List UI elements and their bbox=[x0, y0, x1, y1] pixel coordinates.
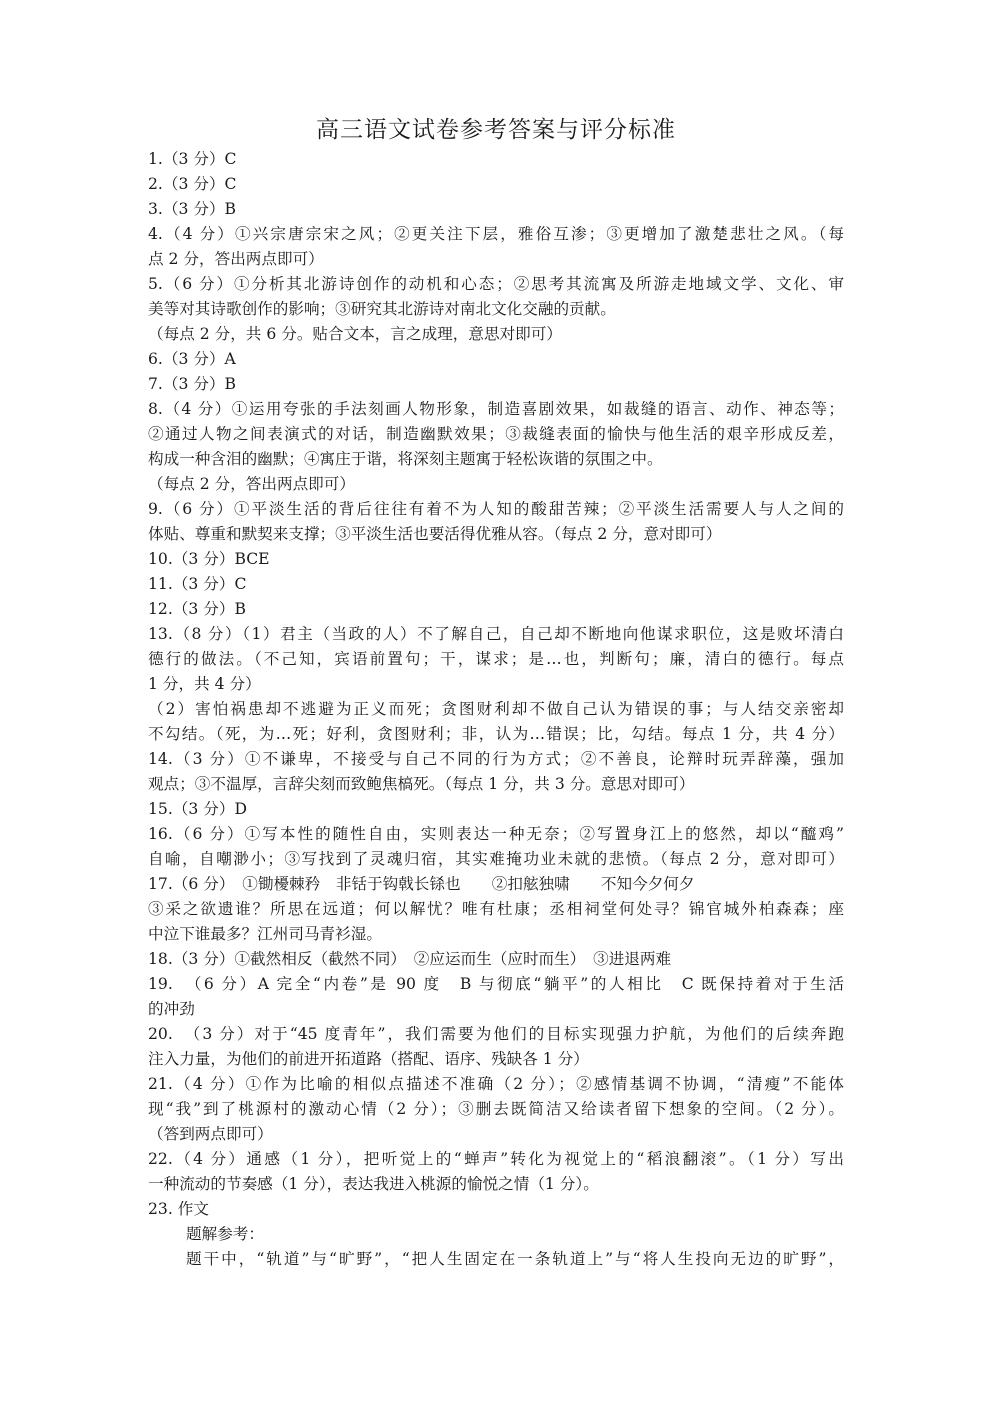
answer-sheet bbox=[148, 114, 844, 1272]
answer-line: ②通过人物之间表演式的对话，制造幽默效果；③裁缝表面的愉快与他生活的艰辛形成反差， bbox=[148, 425, 844, 443]
answer-line: 的冲劲 bbox=[148, 1000, 195, 1018]
answer-line: 19. （6 分）A 完全“内卷”是 90 度 B 与彻底“躺平”的人相比 C 既保持着对于生活 bbox=[148, 975, 844, 993]
answer-line: 题解参考： bbox=[186, 1225, 264, 1243]
answer-line: 14.（3 分）①不谦卑，不接受与自己不同的行为方式；②不善良，论辩时玩弄辞藻，强加 bbox=[148, 750, 844, 768]
answer-line: （答到两点即可） bbox=[148, 1125, 273, 1143]
answer-line: 德行的做法。（不己知，宾语前置句；干，谋求；是…也，判断句；廉，清白的德行。每点 bbox=[148, 650, 844, 668]
answer-line: 8.（4 分）①运用夸张的手法刻画人物形象，制造喜剧效果，如裁缝的语言、动作、神态等； bbox=[148, 400, 844, 418]
answer-line: 注入力量，为他们的前进开拓道路（搭配、语序、残缺各 1 分） bbox=[148, 1050, 589, 1068]
answer-line: （每点 2 分，共 6 分。贴合文本，言之成理，意思对即可） bbox=[148, 325, 562, 343]
answer-line: 13.（8 分）（1）君主（当政的人）不了解自己，自己却不断地向他谋求职位，这是败坏清白 bbox=[148, 625, 844, 643]
answer-line: 现“我”到了桃源村的激动心情（2 分）；③删去既简洁又给读者留下想象的空间。（2 分）。 bbox=[148, 1100, 844, 1118]
answer-line: 美等对其诗歌创作的影响；③研究其北游诗对南北文化交融的贡献。 bbox=[148, 300, 616, 318]
answer-line: 16.（6 分）①写本性的随性自由，实则表达一种无奈；②写置身江上的悠然，却以“醯鸡” bbox=[148, 825, 844, 843]
answer-line: 5.（6 分）①分析其北游诗创作的动机和心态；②思考其流寓及所游走地域文学、文化、审 bbox=[148, 275, 844, 293]
answer-line: 观点；③不温厚，言辞尖刻而致鲍焦槁死。（每点 1 分，共 3 分。意思对即可） bbox=[148, 775, 695, 793]
answer-line: 23. 作文 bbox=[148, 1200, 209, 1218]
answer-line: 不勾结。（死，为…死；好利，贪图财利；非，认为…错误；比，勾结。每点 1 分，共 4 分） bbox=[148, 725, 844, 743]
answer-line: 3.（3 分）B bbox=[148, 200, 236, 218]
answer-line: （2）害怕祸患却不逃避为正义而死；贪图财利却不做自己认为错误的事；与人结交亲密却 bbox=[148, 700, 844, 718]
answer-line: 体贴、尊重和默契来支撑；③平淡生活也要活得优雅从容。（每点 2 分，意对即可） bbox=[148, 525, 722, 543]
answer-line: （每点 2 分，答出两点即可） bbox=[148, 475, 355, 493]
answer-line: 22.（4 分）通感（1 分），把听觉上的“蝉声”转化为视觉上的“稻浪翻滚”。（1 分）写出 bbox=[148, 1150, 844, 1168]
answer-list bbox=[148, 147, 844, 1272]
answer-line: 1.（3 分）C bbox=[148, 150, 237, 168]
answer-line: ③采之欲遗谁？所思在远道；何以解忧？唯有杜康；丞相祠堂何处寻？锦官城外柏森森；座 bbox=[148, 900, 844, 918]
answer-line: 21.（4 分）①作为比喻的相似点描述不准确（2 分）；②感情基调不协调，“清瘦”不能体 bbox=[148, 1075, 844, 1093]
answer-line: 1 分，共 4 分） bbox=[148, 675, 261, 693]
answer-line: 2.（3 分）C bbox=[148, 175, 237, 193]
answer-line: 10.（3 分）BCE bbox=[148, 550, 270, 568]
answer-line: 中泣下谁最多？江州司马青衫湿。 bbox=[148, 925, 382, 943]
answer-line: 题干中，“轨道”与“旷野”，“把人生固定在一条轨道上”与“将人生投向无边的旷野”， bbox=[186, 1250, 844, 1268]
answer-line: 12.（3 分）B bbox=[148, 600, 246, 618]
answer-line: 一种流动的节奏感（1 分），表达我进入桃源的愉悦之情（1 分）。 bbox=[148, 1175, 599, 1193]
answer-line: 15.（3 分）D bbox=[148, 800, 247, 818]
page-title: 高三语文试卷参考答案与评分标准 bbox=[316, 117, 676, 143]
answer-line: 18.（3 分）①截然相反（截然不同） ②应运而生（应时而生） ③进退两难 bbox=[148, 950, 672, 968]
answer-line: 7.（3 分）B bbox=[148, 375, 236, 393]
answer-line: 4.（4 分）①兴宗唐宗宋之风；②更关注下层，雅俗互渗；③更增加了激楚悲壮之风。（每 bbox=[148, 225, 844, 243]
answer-line: 6.（3 分）A bbox=[148, 350, 236, 368]
answer-line: 自喻，自嘲渺小；③写找到了灵魂归宿，其实难掩功业未就的悲愤。（每点 2 分，意对即可） bbox=[148, 850, 844, 868]
answer-line: 20. （3 分）对于“45 度青年”，我们需要为他们的目标实现强力护航，为他们的后续奔跑 bbox=[148, 1025, 844, 1043]
answer-line: 17.（6 分） ①锄櫌棘矜 非铦于钩戟长铩也 ②扣舷独啸 不知今夕何夕 bbox=[148, 875, 695, 893]
answer-line: 9.（6 分）①平淡生活的背后往往有着不为人知的酸甜苦辣；②平淡生活需要人与人之间的 bbox=[148, 500, 844, 518]
answer-line: 构成一种含泪的幽默；④寓庄于谐，将深刻主题寓于轻松诙谐的氛围之中。 bbox=[148, 450, 663, 468]
answer-line: 点 2 分，答出两点即可） bbox=[148, 250, 324, 268]
answer-line: 11.（3 分）C bbox=[148, 575, 247, 593]
